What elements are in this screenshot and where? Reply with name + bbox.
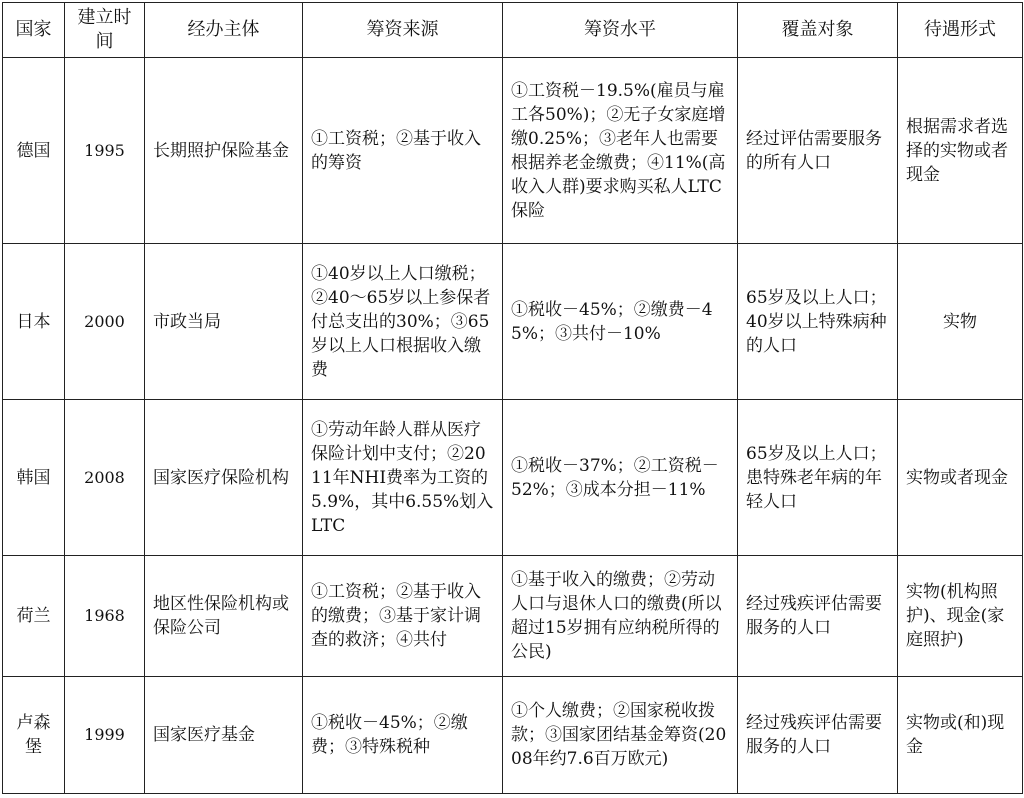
coverage-cell: 经过残疾评估需要服务的人口 (738, 677, 898, 794)
header-agency: 经办主体 (145, 3, 303, 58)
source-cell: ①工资税；②基于收入的缴费；③基于家计调查的救济；④共付 (303, 556, 503, 677)
agency-cell: 市政当局 (145, 244, 303, 400)
source-cell: ①税收－45%；②缴费；③特殊税种 (303, 677, 503, 794)
header-benefit: 待遇形式 (898, 3, 1023, 58)
coverage-cell: 65岁及以上人口；40岁以上特殊病种的人口 (738, 244, 898, 400)
agency-cell: 国家医疗基金 (145, 677, 303, 794)
coverage-cell: 经过残疾评估需要服务的人口 (738, 556, 898, 677)
source-cell: ①40岁以上人口缴税；②40～65岁以上参保者付总支出的30%；③65岁以上人口根据收入缴费 (303, 244, 503, 400)
level-cell: ①税收－45%；②缴费－45%；③共付－10% (503, 244, 738, 400)
country-cell: 韩国 (3, 400, 65, 556)
benefit-cell: 根据需求者选择的实物或者现金 (898, 58, 1023, 244)
table-row (3, 556, 1023, 677)
level-cell: ①工资税－19.5%(雇员与雇工各50%)；②无子女家庭增缴0.25%；③老年人也需要根据养老金缴费；④11%(高收入人群)要求购买私人LTC保险 (503, 58, 738, 244)
year-cell: 2000 (65, 244, 145, 400)
benefit-cell: 实物或者现金 (898, 400, 1023, 556)
header-source: 筹资来源 (303, 3, 503, 58)
year-cell: 1968 (65, 556, 145, 677)
table-row (3, 400, 1023, 556)
year-cell: 1999 (65, 677, 145, 794)
coverage-cell: 经过评估需要服务的所有人口 (738, 58, 898, 244)
source-cell: ①工资税；②基于收入的筹资 (303, 58, 503, 244)
header-coverage: 覆盖对象 (738, 3, 898, 58)
header-level: 筹资水平 (503, 3, 738, 58)
benefit-cell: 实物(机构照护)、现金(家庭照护) (898, 556, 1023, 677)
header-row (3, 3, 1023, 58)
year-cell: 2008 (65, 400, 145, 556)
country-cell: 日本 (3, 244, 65, 400)
agency-cell: 国家医疗保险机构 (145, 400, 303, 556)
benefit-cell: 实物或(和)现金 (898, 677, 1023, 794)
table-row (3, 677, 1023, 794)
agency-cell: 地区性保险机构或保险公司 (145, 556, 303, 677)
agency-cell: 长期照护保险基金 (145, 58, 303, 244)
table-row (3, 244, 1023, 400)
country-cell: 卢森堡 (3, 677, 65, 794)
header-year: 建立时间 (65, 3, 145, 58)
coverage-cell: 65岁及以上人口；患特殊老年病的年轻人口 (738, 400, 898, 556)
level-cell: ①税收－37%；②工资税－52%；③成本分担－11% (503, 400, 738, 556)
source-cell: ①劳动年龄人群从医疗保险计划中支付；②2011年NHI费率为工资的5.9%，其中6.55%划入LTC (303, 400, 503, 556)
header-country: 国家 (3, 3, 65, 58)
country-cell: 荷兰 (3, 556, 65, 677)
ltc-comparison-table (2, 2, 1023, 794)
year-cell: 1995 (65, 58, 145, 244)
country-cell: 德国 (3, 58, 65, 244)
table-row (3, 58, 1023, 244)
level-cell: ①基于收入的缴费；②劳动人口与退休人口的缴费(所以超过15岁拥有应纳税所得的公民) (503, 556, 738, 677)
benefit-cell: 实物 (898, 244, 1023, 400)
level-cell: ①个人缴费；②国家税收拨款；③国家团结基金筹资(2008年约7.6百万欧元) (503, 677, 738, 794)
